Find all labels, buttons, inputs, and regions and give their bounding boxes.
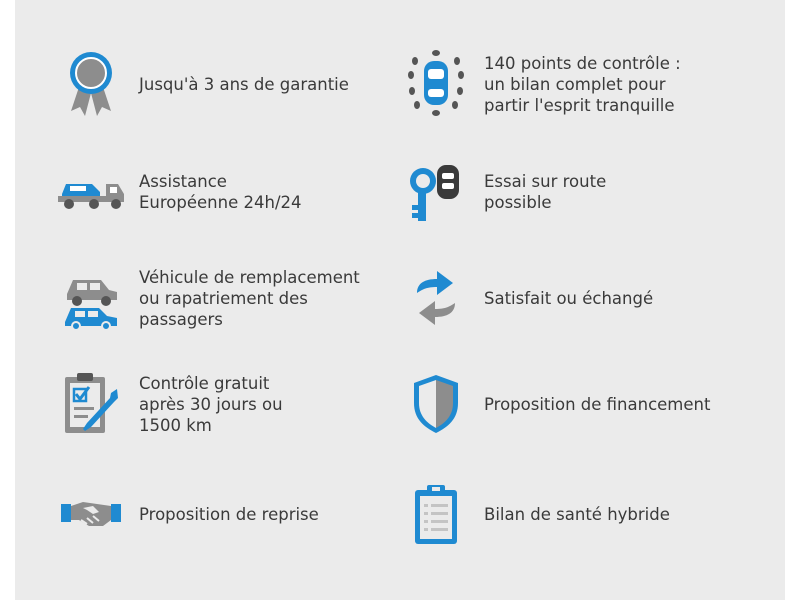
feature-label: Proposition de financement	[484, 394, 711, 414]
feature-free-check	[55, 368, 283, 440]
two-cars-icon	[55, 262, 127, 334]
feature-trade-in	[55, 478, 319, 550]
feature-inspection	[400, 48, 681, 120]
shield-icon	[400, 368, 472, 440]
feature-label: Essai sur route possible	[484, 172, 607, 212]
award-ribbon-icon	[55, 48, 127, 120]
checklist-wrench-icon	[55, 368, 127, 440]
feature-label: Jusqu'à 3 ans de garantie	[139, 74, 349, 94]
feature-label: Contrôle gratuit après 30 jours ou 1500 km	[139, 373, 283, 435]
feature-assistance	[55, 156, 302, 228]
exchange-arrows-icon	[400, 262, 472, 334]
car-inspection-icon	[400, 48, 472, 120]
feature-label: Proposition de reprise	[139, 504, 319, 524]
feature-replacement-vehicle	[55, 262, 360, 334]
tow-truck-icon	[55, 156, 127, 228]
feature-road-test	[400, 156, 606, 228]
car-keys-icon	[400, 156, 472, 228]
feature-label: Assistance Européenne 24h/24	[139, 172, 302, 212]
clipboard-icon	[400, 478, 472, 550]
feature-financing	[400, 368, 710, 440]
feature-label: 140 points de contrôle : un bilan complet pour partir l'esprit tranquille	[484, 53, 681, 115]
feature-warranty	[55, 48, 349, 120]
feature-hybrid-check	[400, 478, 670, 550]
feature-label: Véhicule de remplacement ou rapatriement des passagers	[139, 267, 360, 329]
feature-label: Satisfait ou échangé	[484, 288, 654, 308]
handshake-icon	[55, 478, 127, 550]
feature-exchange	[400, 262, 653, 334]
feature-label: Bilan de santé hybride	[484, 504, 670, 524]
